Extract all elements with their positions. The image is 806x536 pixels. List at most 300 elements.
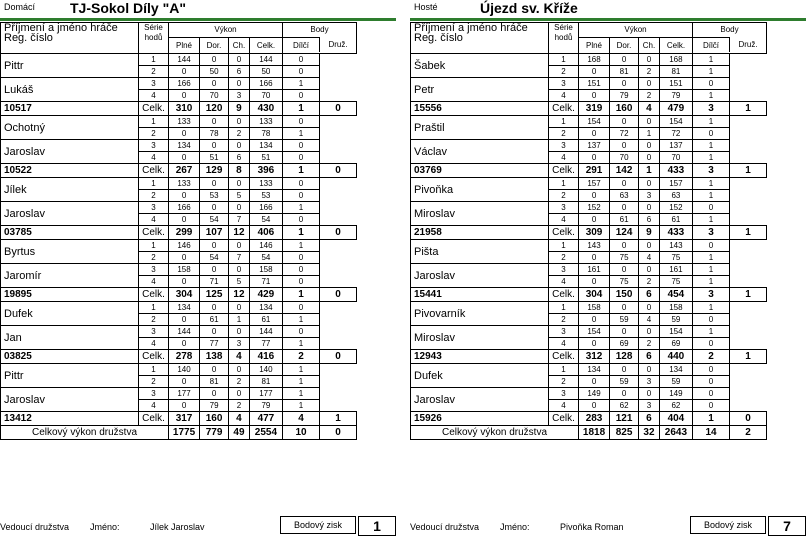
total-cell: 1	[283, 226, 320, 240]
score-cell: 0	[200, 140, 229, 152]
reg-number: 03769	[411, 164, 549, 178]
score-cell: 5	[229, 190, 250, 202]
score-cell: 1	[693, 326, 730, 338]
table-row	[411, 240, 767, 252]
score-cell: 51	[249, 152, 282, 164]
home-score-table	[0, 22, 357, 440]
celk-label: Celk.	[549, 288, 579, 302]
total-cell: 319	[579, 102, 610, 116]
total-cell: 4	[229, 350, 250, 364]
celk-label: Celk.	[139, 164, 169, 178]
table-row	[1, 302, 357, 314]
player-total-row	[411, 350, 767, 364]
score-cell: 1	[639, 128, 660, 140]
player-total-row	[411, 102, 767, 116]
score-cell: 72	[659, 128, 692, 140]
score-cell: 0	[229, 116, 250, 128]
table-row	[411, 116, 767, 128]
body-col-druz: Druž.	[738, 40, 758, 49]
total-cell: 309	[579, 226, 610, 240]
serie-number: 4	[549, 276, 579, 288]
score-cell: 77	[200, 338, 229, 350]
score-cell: 0	[229, 78, 250, 90]
total-cell: 160	[610, 102, 639, 116]
total-cell: 479	[659, 102, 692, 116]
table-row	[1, 240, 357, 252]
serie-number: 2	[139, 376, 169, 388]
serie-number: 2	[549, 376, 579, 388]
score-cell: 7	[229, 252, 250, 264]
score-cell: 0	[579, 214, 610, 226]
reg-number: 10522	[1, 164, 139, 178]
player-surname: Praštil	[411, 116, 549, 140]
team-total-cell: 779	[200, 426, 229, 440]
score-cell: 143	[659, 240, 692, 252]
score-cell: 0	[579, 376, 610, 388]
score-cell: 0	[169, 66, 200, 78]
serie-number: 4	[549, 214, 579, 226]
score-cell: 3	[639, 400, 660, 412]
score-cell: 61	[610, 214, 639, 226]
player-header-line1: Příjmení a jméno hráče	[414, 22, 528, 34]
bodovy-zisk-value: 7	[768, 516, 806, 536]
table-row	[411, 178, 767, 190]
serie-number: 3	[139, 264, 169, 276]
serie-number: 3	[139, 202, 169, 214]
total-cell: 4	[283, 412, 320, 426]
vykon-header	[579, 23, 693, 54]
serie-number: 4	[549, 338, 579, 350]
score-cell: 157	[579, 178, 610, 190]
score-cell: 1	[693, 190, 730, 202]
vykon-col-0: Plné	[585, 41, 602, 50]
score-cell: 0	[169, 190, 200, 202]
leader-label: Vedoucí družstva	[0, 522, 70, 532]
total-cell: 150	[610, 288, 639, 302]
reg-number: 13412	[1, 412, 139, 426]
score-cell: 2	[639, 338, 660, 350]
serie-number: 1	[139, 116, 169, 128]
score-cell: 2	[639, 90, 660, 102]
score-cell: 1	[693, 54, 730, 66]
player-firstname: Jaroslav	[1, 202, 139, 226]
player-total-row	[411, 288, 767, 302]
score-cell: 0	[283, 190, 320, 202]
player-header-line1: Příjmení a jméno hráče	[4, 22, 118, 34]
score-cell: 0	[579, 66, 610, 78]
score-cell: 166	[249, 78, 282, 90]
celk-label: Celk.	[139, 350, 169, 364]
serie-number: 1	[139, 240, 169, 252]
score-cell: 0	[200, 240, 229, 252]
score-cell: 151	[579, 78, 610, 90]
score-cell: 152	[659, 202, 692, 214]
table-row	[1, 264, 357, 276]
druz-spacer	[730, 240, 767, 288]
table-row	[1, 202, 357, 214]
home-team-header	[0, 0, 396, 21]
team-points: 0	[320, 288, 357, 302]
score-cell: 134	[579, 364, 610, 376]
score-cell: 78	[249, 128, 282, 140]
player-total-row	[1, 350, 357, 364]
score-cell: 154	[659, 326, 692, 338]
player-total-row	[411, 226, 767, 240]
team-points: 1	[730, 288, 767, 302]
player-total-row	[1, 164, 357, 178]
total-cell: 1	[639, 164, 660, 178]
total-cell: 3	[693, 288, 730, 302]
score-cell: 59	[610, 376, 639, 388]
score-cell: 1	[693, 66, 730, 78]
team-total-cell: 1818	[579, 426, 610, 440]
score-cell: 62	[659, 400, 692, 412]
score-cell: 61	[659, 214, 692, 226]
score-cell: 75	[659, 276, 692, 288]
team-total-cell: 10	[283, 426, 320, 440]
score-cell: 0	[639, 326, 660, 338]
serie-number: 4	[139, 152, 169, 164]
team-total-label: Celkový výkon družstva	[1, 426, 169, 440]
score-cell: 1	[693, 178, 730, 190]
table-row	[1, 116, 357, 128]
total-cell: 128	[610, 350, 639, 364]
total-cell: 430	[249, 102, 282, 116]
score-cell: 149	[579, 388, 610, 400]
score-cell: 0	[610, 116, 639, 128]
score-cell: 0	[610, 264, 639, 276]
score-cell: 1	[283, 364, 320, 376]
vykon-title: Výkon	[624, 25, 647, 34]
table-row	[1, 140, 357, 152]
score-cell: 0	[283, 178, 320, 190]
home-bottom	[0, 489, 396, 535]
team-points: 1	[320, 412, 357, 426]
table-row	[1, 78, 357, 90]
serie-number: 2	[139, 128, 169, 140]
score-cell: 0	[639, 178, 660, 190]
leader-name: Pivoňka Roman	[560, 522, 624, 532]
serie-number: 4	[549, 152, 579, 164]
score-cell: 0	[579, 152, 610, 164]
serie-number: 3	[549, 78, 579, 90]
score-cell: 4	[639, 252, 660, 264]
score-cell: 1	[283, 314, 320, 326]
score-cell: 0	[693, 202, 730, 214]
score-cell: 0	[283, 264, 320, 276]
name-label: Jméno:	[90, 522, 120, 532]
serie-number: 1	[549, 54, 579, 66]
score-cell: 75	[659, 252, 692, 264]
score-cell: 0	[610, 54, 639, 66]
score-cell: 1	[693, 140, 730, 152]
player-firstname: Miroslav	[411, 326, 549, 350]
score-cell: 6	[229, 66, 250, 78]
score-cell: 0	[169, 252, 200, 264]
score-cell: 0	[610, 178, 639, 190]
score-cell: 0	[693, 364, 730, 376]
score-cell: 0	[693, 78, 730, 90]
total-cell: 6	[639, 350, 660, 364]
score-cell: 133	[249, 178, 282, 190]
celk-label: Celk.	[139, 412, 169, 426]
player-surname: Pivovarník	[411, 302, 549, 326]
score-cell: 133	[169, 116, 200, 128]
player-firstname: Miroslav	[411, 202, 549, 226]
serie-number: 1	[549, 302, 579, 314]
serie-number: 1	[139, 302, 169, 314]
celk-label: Celk.	[549, 226, 579, 240]
score-cell: 134	[659, 364, 692, 376]
score-cell: 0	[283, 152, 320, 164]
score-cell: 0	[229, 302, 250, 314]
druz-spacer	[730, 54, 767, 102]
total-cell: 1	[283, 288, 320, 302]
vykon-col-0: Plné	[175, 41, 192, 50]
serie-number: 4	[139, 338, 169, 350]
score-cell: 1	[693, 116, 730, 128]
total-cell: 4	[229, 412, 250, 426]
table-row	[411, 202, 767, 214]
score-cell: 0	[639, 54, 660, 66]
score-cell: 149	[659, 388, 692, 400]
guest-label: Hosté	[414, 2, 438, 12]
score-cell: 134	[169, 302, 200, 314]
score-cell: 161	[659, 264, 692, 276]
total-cell: 304	[579, 288, 610, 302]
total-cell: 8	[229, 164, 250, 178]
serie-number: 1	[549, 178, 579, 190]
body-col-druz: Druž.	[328, 40, 348, 49]
name-label: Jméno:	[500, 522, 530, 532]
team-points: 1	[730, 102, 767, 116]
score-cell: 161	[579, 264, 610, 276]
player-firstname: Jaroslav	[1, 140, 139, 164]
total-cell: 1	[283, 164, 320, 178]
score-cell: 2	[639, 276, 660, 288]
serie-number: 2	[549, 128, 579, 140]
score-cell: 154	[659, 116, 692, 128]
score-cell: 2	[639, 66, 660, 78]
player-surname: Pivoňka	[411, 178, 549, 202]
score-cell: 0	[693, 376, 730, 388]
player-header-line2: Reg. číslo	[414, 32, 463, 44]
score-cell: 78	[200, 128, 229, 140]
leader-label: Vedoucí družstva	[410, 522, 480, 532]
serie-number: 1	[549, 240, 579, 252]
score-cell: 0	[639, 302, 660, 314]
serie-number: 1	[139, 178, 169, 190]
table-row	[1, 388, 357, 400]
total-cell: 3	[693, 164, 730, 178]
table-row	[411, 388, 767, 400]
serie-header-line1: Série	[144, 23, 163, 32]
total-cell: 9	[639, 226, 660, 240]
score-cell: 70	[200, 90, 229, 102]
score-cell: 54	[200, 252, 229, 264]
score-cell: 0	[200, 54, 229, 66]
score-cell: 4	[639, 314, 660, 326]
total-cell: 12	[229, 288, 250, 302]
serie-header-line2: hodů	[554, 33, 573, 42]
score-cell: 72	[610, 128, 639, 140]
score-cell: 133	[249, 116, 282, 128]
vykon-col-1: Dor.	[616, 41, 632, 50]
total-cell: 2	[693, 350, 730, 364]
team-points: 1	[730, 350, 767, 364]
team-total-cell: 825	[610, 426, 639, 440]
score-cell: 69	[610, 338, 639, 350]
table-row	[1, 178, 357, 190]
total-cell: 129	[200, 164, 229, 178]
score-cell: 2	[229, 376, 250, 388]
score-cell: 0	[169, 214, 200, 226]
total-cell: 283	[579, 412, 610, 426]
score-cell: 134	[249, 302, 282, 314]
score-cell: 140	[169, 364, 200, 376]
score-cell: 0	[579, 90, 610, 102]
score-cell: 63	[610, 190, 639, 202]
total-cell: 299	[169, 226, 200, 240]
serie-number: 1	[139, 54, 169, 66]
total-cell: 312	[579, 350, 610, 364]
score-cell: 61	[249, 314, 282, 326]
score-cell: 134	[249, 140, 282, 152]
score-cell: 0	[639, 264, 660, 276]
home-label: Domácí	[4, 2, 36, 12]
player-header	[411, 23, 549, 54]
druz-spacer	[730, 178, 767, 226]
score-cell: 61	[200, 314, 229, 326]
player-total-row	[1, 288, 357, 302]
guest-team-name: Újezd sv. Kříže	[480, 0, 578, 16]
score-cell: 81	[200, 376, 229, 388]
serie-number: 3	[139, 78, 169, 90]
score-cell: 1	[693, 276, 730, 288]
score-cell: 0	[693, 400, 730, 412]
player-firstname: Lukáš	[1, 78, 139, 102]
total-cell: 291	[579, 164, 610, 178]
druz-spacer	[320, 116, 357, 164]
body-title: Body	[310, 25, 329, 34]
score-cell: 0	[610, 78, 639, 90]
score-cell: 6	[229, 152, 250, 164]
team-total-cell: 2554	[249, 426, 282, 440]
score-cell: 0	[229, 264, 250, 276]
druz-spacer	[320, 364, 357, 412]
score-cell: 0	[169, 338, 200, 350]
vykon-col-2: Ch.	[232, 41, 246, 50]
total-cell: 310	[169, 102, 200, 116]
serie-number: 4	[139, 214, 169, 226]
player-firstname: Jaroslav	[411, 264, 549, 288]
total-cell: 3	[693, 226, 730, 240]
score-cell: 0	[579, 252, 610, 264]
score-cell: 3	[229, 90, 250, 102]
score-cell: 77	[249, 338, 282, 350]
player-surname: Pittr	[1, 54, 139, 78]
score-cell: 0	[283, 66, 320, 78]
total-cell: 3	[693, 102, 730, 116]
team-points: 0	[320, 226, 357, 240]
score-cell: 71	[249, 276, 282, 288]
score-cell: 59	[610, 314, 639, 326]
serie-number: 2	[139, 190, 169, 202]
score-cell: 0	[283, 54, 320, 66]
total-cell: 440	[659, 350, 692, 364]
serie-number: 2	[549, 314, 579, 326]
player-surname: Ochotný	[1, 116, 139, 140]
celk-label: Celk.	[549, 350, 579, 364]
score-cell: 166	[169, 202, 200, 214]
vykon-col-3: Celk.	[256, 41, 276, 50]
serie-number: 4	[549, 400, 579, 412]
score-cell: 54	[249, 252, 282, 264]
score-cell: 158	[659, 302, 692, 314]
total-cell: 406	[249, 226, 282, 240]
score-cell: 0	[639, 78, 660, 90]
reg-number: 10517	[1, 102, 139, 116]
total-cell: 396	[249, 164, 282, 178]
score-cell: 75	[610, 276, 639, 288]
score-cell: 0	[579, 128, 610, 140]
total-cell: 6	[639, 412, 660, 426]
table-row	[411, 264, 767, 276]
score-cell: 168	[579, 54, 610, 66]
player-firstname: Jaromír	[1, 264, 139, 288]
vykon-col-1: Dor.	[206, 41, 222, 50]
score-cell: 0	[283, 302, 320, 314]
score-cell: 0	[200, 202, 229, 214]
player-firstname: Jaroslav	[411, 388, 549, 412]
team-points: 0	[320, 102, 357, 116]
player-total-row	[411, 164, 767, 178]
table-row	[1, 326, 357, 338]
score-cell: 157	[659, 178, 692, 190]
serie-number: 1	[549, 364, 579, 376]
serie-number: 2	[549, 190, 579, 202]
score-cell: 0	[693, 314, 730, 326]
total-cell: 124	[610, 226, 639, 240]
total-cell: 267	[169, 164, 200, 178]
table-row	[411, 54, 767, 66]
druz-spacer	[730, 116, 767, 164]
team-points: 0	[730, 412, 767, 426]
score-cell: 81	[610, 66, 639, 78]
body-title: Body	[720, 25, 739, 34]
score-cell: 146	[169, 240, 200, 252]
table-row	[411, 364, 767, 376]
body-col-dilci: Dílčí	[293, 41, 309, 50]
vykon-col-2: Ch.	[642, 41, 656, 50]
total-cell: 2	[283, 350, 320, 364]
score-cell: 54	[200, 214, 229, 226]
serie-number: 1	[549, 116, 579, 128]
reg-number: 21958	[411, 226, 549, 240]
score-cell: 152	[579, 202, 610, 214]
player-surname: Dufek	[1, 302, 139, 326]
serie-number: 3	[549, 202, 579, 214]
score-cell: 0	[200, 364, 229, 376]
score-cell: 177	[169, 388, 200, 400]
celk-label: Celk.	[139, 102, 169, 116]
team-total-cell: 2643	[659, 426, 692, 440]
total-cell: 9	[229, 102, 250, 116]
player-firstname: Jaroslav	[1, 388, 139, 412]
celk-label: Celk.	[549, 164, 579, 178]
score-cell: 1	[693, 302, 730, 314]
serie-number: 4	[139, 90, 169, 102]
